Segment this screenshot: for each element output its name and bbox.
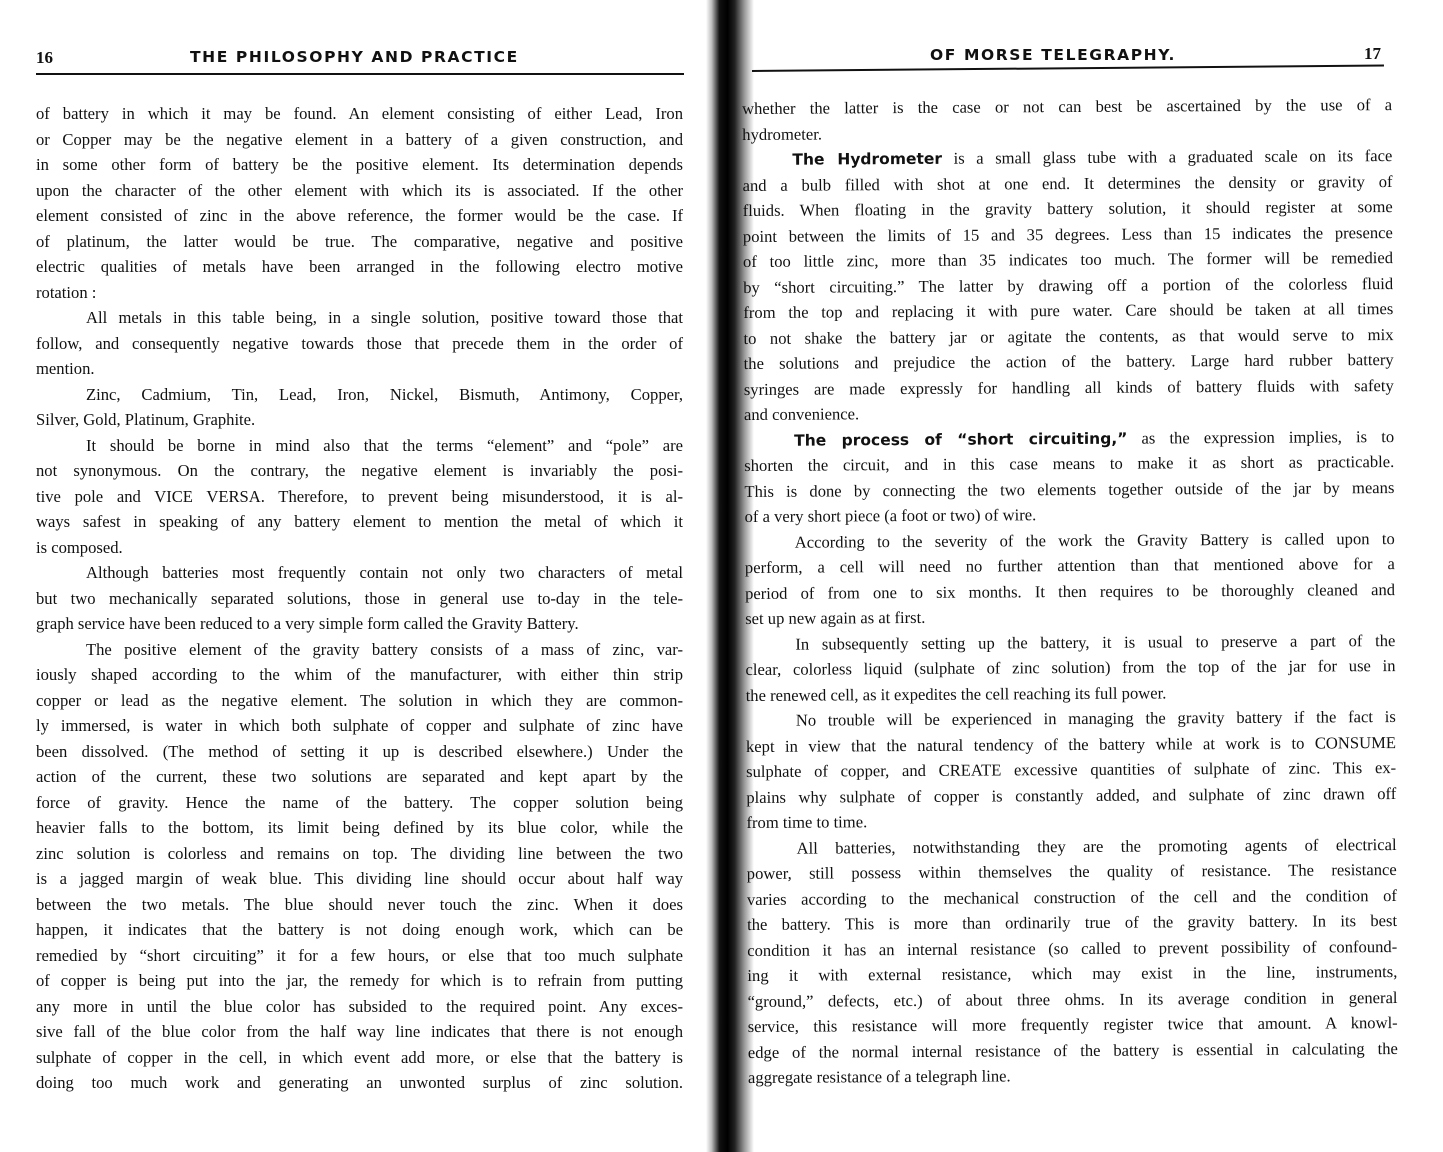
text-line: [36, 458, 683, 484]
paragraph-heading: The Hydrometer: [792, 149, 943, 169]
line-text: whether the latter is the case or not can best be ascertained by the use of a: [742, 95, 1393, 118]
text-line: [36, 841, 683, 867]
text-line: [36, 1045, 683, 1071]
line-text: Silver, Gold, Platinum, Graphite.: [36, 410, 256, 429]
text-line: [36, 229, 683, 255]
running-head: THE PHILOSOPHY AND PRACTICE: [190, 48, 519, 66]
text-line: [748, 1036, 1398, 1065]
line-text: ing it with external resistance, which may exist in the line, instruments,: [747, 962, 1398, 985]
header-rule: [36, 73, 684, 75]
line-text: the renewed cell, as it expedites the cell reaching its full power.: [745, 682, 1167, 705]
text-line: [744, 424, 1394, 453]
paragraph: [36, 305, 683, 382]
line-text: Although batteries most frequently contain not only two characters of metal: [86, 563, 683, 582]
text-line: [36, 331, 683, 357]
text-line: [36, 152, 683, 178]
line-text: clear, colorless liquid (sulphate of zinc solution) from the top of the jar for use in: [745, 656, 1396, 679]
line-text: fluids. When floating in the gravity battery solution, it should register at some: [742, 197, 1393, 220]
header-rule: [752, 64, 1384, 72]
text-line: [36, 127, 683, 153]
line-text: and convenience.: [743, 404, 860, 424]
text-line: [748, 1010, 1398, 1039]
text-line: [36, 254, 683, 280]
text-line: [747, 832, 1397, 861]
line-text: as the expression implies, is to: [1127, 426, 1395, 448]
line-text: and a bulb filled with shot at one end. It determines the density or gravity of: [742, 171, 1393, 195]
line-text: copper or lead as the negative element. The solution in which they are common-: [36, 690, 683, 710]
line-text: force of gravity. Hence the name of the battery. The copper solution being: [36, 792, 683, 812]
left-page: [0, 0, 712, 1152]
line-text: power, still possess within themselves the quality of resistance. The resistance: [746, 860, 1397, 883]
text-line: [744, 398, 1394, 427]
line-text: upon the character of the other element with which its is associated. If the other: [36, 180, 683, 200]
line-text: is a small glass tube with a graduated scale on its face: [941, 146, 1393, 168]
text-line: [743, 194, 1393, 223]
paragraph: [742, 92, 1392, 147]
text-line: [746, 704, 1396, 733]
line-text: from time to time.: [746, 812, 868, 832]
paragraph: [36, 101, 683, 305]
running-head: OF MORSE TELEGRAPHY.: [930, 46, 1177, 64]
paragraph: [36, 433, 683, 561]
text-line: [745, 551, 1395, 580]
line-text: In subsequently setting up the battery, it is usual to preserve a part of the: [795, 630, 1396, 654]
text-line: [36, 560, 683, 586]
text-line: [36, 535, 683, 561]
text-line: [744, 373, 1394, 402]
text-line: [746, 806, 1396, 835]
line-text: been dissolved. (The method of setting it up is described elsewhere.) Under the: [36, 741, 683, 761]
text-line: [743, 296, 1393, 325]
line-text: plains why sulphate of copper is constantly added, and sulphate of zinc drawn off: [746, 783, 1397, 807]
line-text: set up new again as at first.: [745, 607, 926, 628]
line-text: to not shake the battery jar or agitate the contents, as that would serve to mix: [743, 324, 1394, 348]
line-text: No trouble will be experienced in managing the gravity battery if the fact is: [795, 707, 1396, 730]
text-line: [747, 985, 1397, 1014]
text-line: [745, 628, 1395, 657]
line-text: perform, a cell will need no further attention than that mentioned above for a: [744, 554, 1395, 577]
text-line: [742, 118, 1392, 147]
line-text: happen, it indicates that the battery is not doing enough work, which can be: [36, 920, 683, 939]
line-text: sive fall of the blue color from the half way line indicates that there is not enough: [36, 1022, 683, 1041]
line-text: iously shaped according to the whim of the manufacturer, with either thin strip: [36, 665, 683, 684]
text-line: [745, 526, 1395, 555]
line-text: The positive element of the gravity battery consists of a mass of zinc, var-: [86, 639, 683, 659]
line-text: the battery. This is more than ordinarily true of the gravity battery. In its best: [747, 911, 1398, 934]
text-line: [36, 739, 683, 765]
page-body: [36, 101, 683, 1096]
page-number: 16: [36, 48, 53, 67]
line-text: ways safest in speaking of any battery element to mention the metal of which it: [36, 512, 683, 531]
text-line: [743, 271, 1393, 300]
text-line: [745, 602, 1395, 631]
paragraph: [745, 628, 1395, 708]
line-text: element consisted of zinc in the above reference, the former would be the case. If: [36, 206, 683, 225]
line-text: is a jagged margin of weak blue. This dividing line should occur about half way: [36, 869, 683, 888]
line-text: Zinc, Cadmium, Tin, Lead, Iron, Nickel, Bismuth, Antimony, Copper,: [86, 384, 683, 404]
text-line: [36, 382, 683, 408]
text-line: [745, 577, 1395, 606]
line-text: edge of the normal internal resistance of the battery is essential in calculating the: [747, 1038, 1398, 1062]
line-text: of a very short piece (a foot or two) of wire.: [744, 505, 1037, 526]
text-line: [36, 305, 683, 331]
line-text: not synonymous. On the contrary, the negative element is invariably the posi-: [36, 461, 683, 480]
line-text: of too little zinc, more than 35 indicates too much. The former will be remedied: [742, 248, 1394, 271]
line-text: or Copper may be the negative element in a battery of a given construction, and: [36, 129, 683, 149]
text-line: [36, 662, 683, 688]
line-text: by “short circuiting.” The latter by drawing off a portion of the colorless fluid: [743, 273, 1394, 297]
line-text: mention.: [36, 359, 95, 378]
line-text: heavier falls to the bottom, its limit being defined by its blue color, while the: [36, 818, 683, 837]
text-line: [747, 934, 1397, 963]
text-line: [747, 883, 1397, 912]
paragraph: [746, 704, 1397, 835]
line-text: hydrometer.: [742, 124, 823, 144]
text-line: [746, 781, 1396, 810]
line-text: remedied by “short circuiting” it for a few hours, or else that too much sulphate: [36, 945, 683, 965]
line-text: is composed.: [36, 537, 123, 557]
page-number: 17: [1364, 44, 1381, 63]
text-line: [36, 203, 683, 229]
line-text: period of from one to six months. It then requires to be thoroughly cleaned and: [744, 579, 1396, 603]
text-line: [36, 917, 683, 943]
line-text: rotation :: [36, 282, 97, 302]
line-text: According to the severity of the work the Gravity Battery is called upon to: [794, 528, 1395, 552]
text-line: [36, 101, 683, 127]
paragraph: [36, 637, 683, 1096]
right-page: [722, 0, 1443, 1152]
line-text: between the two metals. The blue should never touch the zinc. When it does: [36, 894, 683, 914]
text-line: [744, 347, 1394, 376]
text-line: [742, 92, 1392, 121]
text-line: [36, 790, 683, 816]
text-line: [36, 994, 683, 1020]
line-text: All batteries, notwithstanding they are the promoting agents of electrical: [796, 834, 1397, 858]
paragraph: [742, 143, 1394, 427]
line-text: of platinum, the latter would be true. The comparative, negative and positive: [36, 231, 683, 251]
page-body: [742, 92, 1398, 1090]
line-text: of battery in which it may be found. An element consisting of either Lead, Iron: [36, 104, 683, 123]
text-line: [36, 866, 683, 892]
line-text: graph service have been reduced to a very simple form called the Gravity Battery.: [36, 614, 579, 633]
line-text: sulphate of copper in the cell, in which event add more, or else that the battery is: [36, 1047, 683, 1067]
line-text: sulphate of copper, and CREATE excessive quantities of sulphate of zinc. This ex-: [746, 758, 1397, 781]
line-text: “ground,” defects, etc.) of about three ohms. In its average condition in general: [747, 987, 1398, 1011]
line-text: All metals in this table being, in a single solution, positive toward those that: [86, 308, 683, 327]
text-line: [744, 475, 1394, 504]
line-text: electric qualities of metals have been arranged in the following electro motive: [36, 257, 683, 276]
line-text: syringes are made expressly for handling all kinds of battery fluids with safety: [743, 375, 1394, 399]
line-text: the solutions and prejudice the action of the battery. Large hard rubber battery: [743, 350, 1394, 373]
text-line: [746, 730, 1396, 759]
text-line: [743, 245, 1393, 274]
text-line: [746, 755, 1396, 784]
paragraph: [36, 560, 683, 637]
text-line: [36, 688, 683, 714]
line-text: varies according to the mechanical construction of the cell and the condition of: [746, 885, 1397, 909]
line-text: any more in until the blue color has subsided to the required point. Any exces-: [36, 996, 683, 1016]
paragraph: [744, 424, 1395, 530]
line-text: ly immersed, is water in which both sulphate of copper and sulphate of zinc have: [36, 716, 683, 735]
paragraph-heading: The process of “short circuiting,”: [794, 429, 1128, 450]
text-line: [36, 815, 683, 841]
line-text: It should be borne in mind also that the terms “element” and “pole” are: [86, 435, 683, 455]
text-line: [36, 433, 683, 459]
line-text: of copper is being put into the jar, the remedy for which is to refrain from putting: [36, 971, 683, 990]
text-line: [36, 407, 683, 433]
line-text: point between the limits of 15 and 35 degrees. Less than 15 indicates the presence: [742, 222, 1393, 246]
text-line: [36, 611, 683, 637]
text-line: [748, 1061, 1398, 1090]
text-line: [743, 220, 1393, 249]
paragraph: [745, 526, 1396, 632]
text-line: [745, 653, 1395, 682]
line-text: zinc solution is colorless and remains on top. The dividing line between the two: [36, 843, 683, 863]
line-text: but two mechanically separated solutions, those in general use to-day in the tele-: [36, 588, 683, 608]
text-line: [36, 178, 683, 204]
line-text: aggregate resistance of a telegraph line.: [747, 1066, 1011, 1087]
text-line: [747, 959, 1397, 988]
text-line: [742, 169, 1392, 198]
text-line: [744, 449, 1394, 478]
text-line: [36, 943, 683, 969]
text-line: [36, 280, 683, 306]
line-text: This is done by connecting the two elements together outside of the jar by means: [744, 477, 1395, 501]
text-line: [36, 1019, 683, 1045]
text-line: [747, 857, 1397, 886]
text-line: [36, 586, 683, 612]
text-line: [36, 764, 683, 790]
line-text: action of the current, these two solutions are separated and kept apart by the: [36, 767, 683, 786]
text-line: [36, 484, 683, 510]
text-line: [36, 1070, 683, 1096]
line-text: in some other form of battery be the positive element. Its determination depends: [36, 155, 683, 174]
paragraph: [747, 832, 1399, 1091]
line-text: condition it has an internal resistance (so called to prevent possibility of confound-: [747, 936, 1398, 960]
line-text: kept in view that the natural tendency of the battery while at work is to CONSUME: [745, 732, 1397, 756]
line-text: from the top and replacing it with pure water. Care should be taken at all times: [743, 299, 1394, 322]
text-line: [36, 968, 683, 994]
text-line: [36, 509, 683, 535]
text-line: [36, 356, 683, 382]
text-line: [746, 679, 1396, 708]
line-text: follow, and consequently negative towards those that precede them in the order of: [36, 333, 683, 353]
text-line: [36, 637, 683, 663]
line-text: doing too much work and generating an unwonted surplus of zinc solution.: [36, 1073, 683, 1092]
text-line: [743, 322, 1393, 351]
paragraph: [36, 382, 683, 433]
line-text: service, this resistance will more frequently register twice that amount. A knowl-: [747, 1013, 1398, 1036]
text-line: [742, 143, 1392, 172]
line-text: tive pole and VICE VERSA. Therefore, to prevent being misunderstood, it is al-: [36, 486, 683, 506]
text-line: [36, 713, 683, 739]
line-text: shorten the circuit, and in this case means to make it as short as practicable.: [744, 452, 1395, 475]
text-line: [744, 500, 1394, 529]
text-line: [36, 892, 683, 918]
text-line: [747, 908, 1397, 937]
